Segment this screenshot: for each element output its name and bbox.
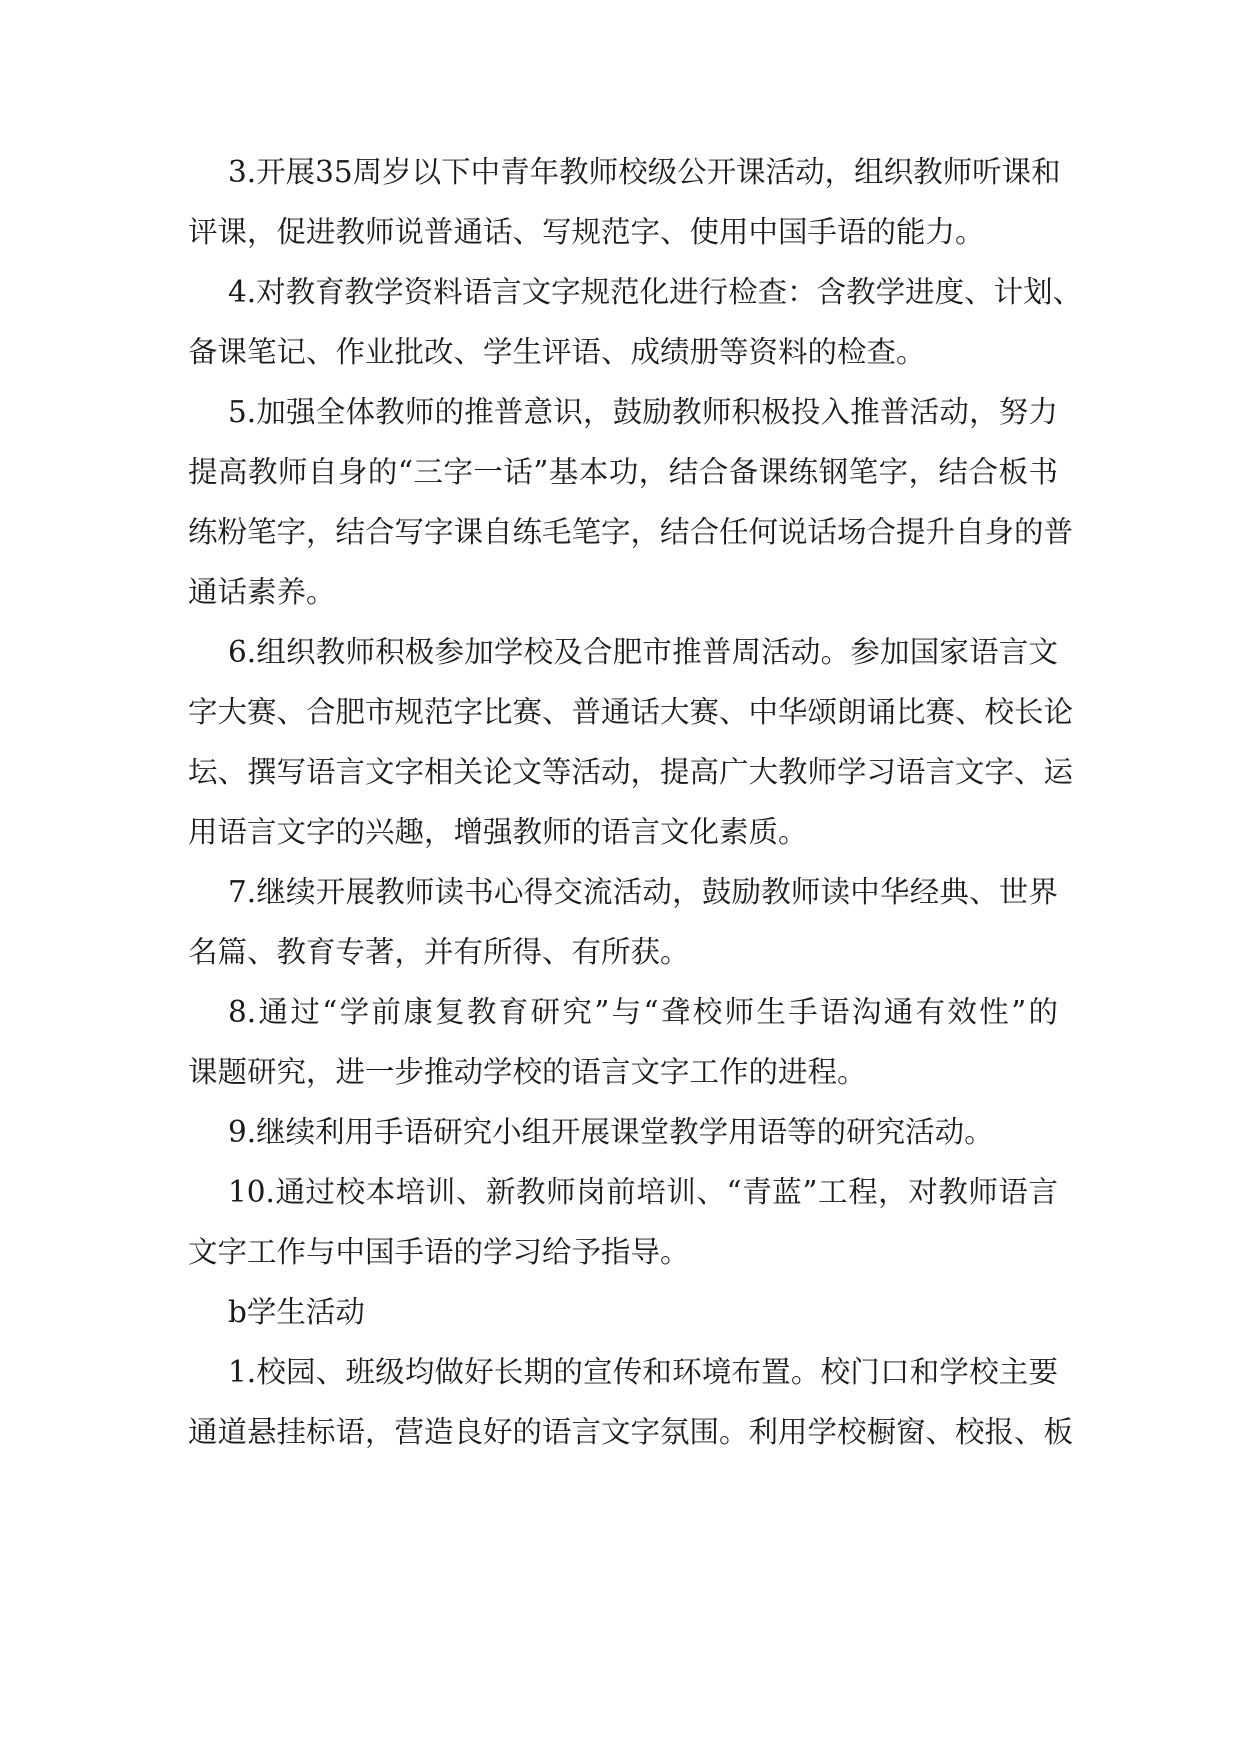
paragraph-line: 10.通过校本培训、新教师岗前培训、“青蓝”工程，对教师语言 xyxy=(228,1175,1058,1209)
paragraph-line: 7.继续开展教师读书心得交流活动，鼓励教师读中华经典、世界 xyxy=(228,875,1058,909)
paragraph-line: 5.加强全体教师的推普意识，鼓励教师积极投入推普活动，努力 xyxy=(228,395,1058,429)
paragraph-line: 8.通过“学前康复教育研究”与“聋校师生手语沟通有效性”的 xyxy=(228,995,1058,1029)
paragraph-line: 坛、撰写语言文字相关论文等活动，提高广大教师学习语言文字、运 xyxy=(188,755,1074,789)
paragraph-line: 课题研究，进一步推动学校的语言文字工作的进程。 xyxy=(188,1055,867,1089)
paragraph-line: 备课笔记、作业批改、学生评语、成绩册等资料的检查。 xyxy=(188,335,926,369)
paragraph-line: 用语言文字的兴趣，增强教师的语言文化素质。 xyxy=(188,815,808,849)
paragraph-line: 评课，促进教师说普通话、写规范字、使用中国手语的能力。 xyxy=(188,215,985,249)
paragraph-line: 9.继续利用手语研究小组开展课堂教学用语等的研究活动。 xyxy=(228,1115,994,1149)
paragraph-line: 文字工作与中国手语的学习给予指导。 xyxy=(188,1235,690,1269)
paragraph-line: 名篇、教育专著，并有所得、有所获。 xyxy=(188,935,690,969)
paragraph-line: 6.组织教师积极参加学校及合肥市推普周活动。参加国家语言文 xyxy=(228,635,1058,669)
paragraph-line: 通道悬挂标语，营造良好的语言文字氛围。利用学校橱窗、校报、板 xyxy=(188,1415,1074,1449)
paragraph-line: 字大赛、合肥市规范字比赛、普通话大赛、中华颂朗诵比赛、校长论 xyxy=(188,695,1074,729)
section-heading: b学生活动 xyxy=(228,1295,365,1329)
paragraph-line: 提高教师自身的“三字一话”基本功，结合备课练钢笔字，结合板书 xyxy=(188,455,1058,489)
paragraph-line: 通话素养。 xyxy=(188,575,336,609)
paragraph-line: 1.校园、班级均做好长期的宣传和环境布置。校门口和学校主要 xyxy=(228,1355,1058,1389)
paragraph-line: 4.对教育教学资料语言文字规范化进行检查：含教学进度、计划、 xyxy=(228,275,1083,309)
paragraph-line: 3.开展35周岁以下中青年教师校级公开课活动，组织教师听课和 xyxy=(228,155,1061,189)
paragraph-line: 练粉笔字，结合写字课自练毛笔字，结合任何说话场合提升自身的普 xyxy=(188,515,1074,549)
